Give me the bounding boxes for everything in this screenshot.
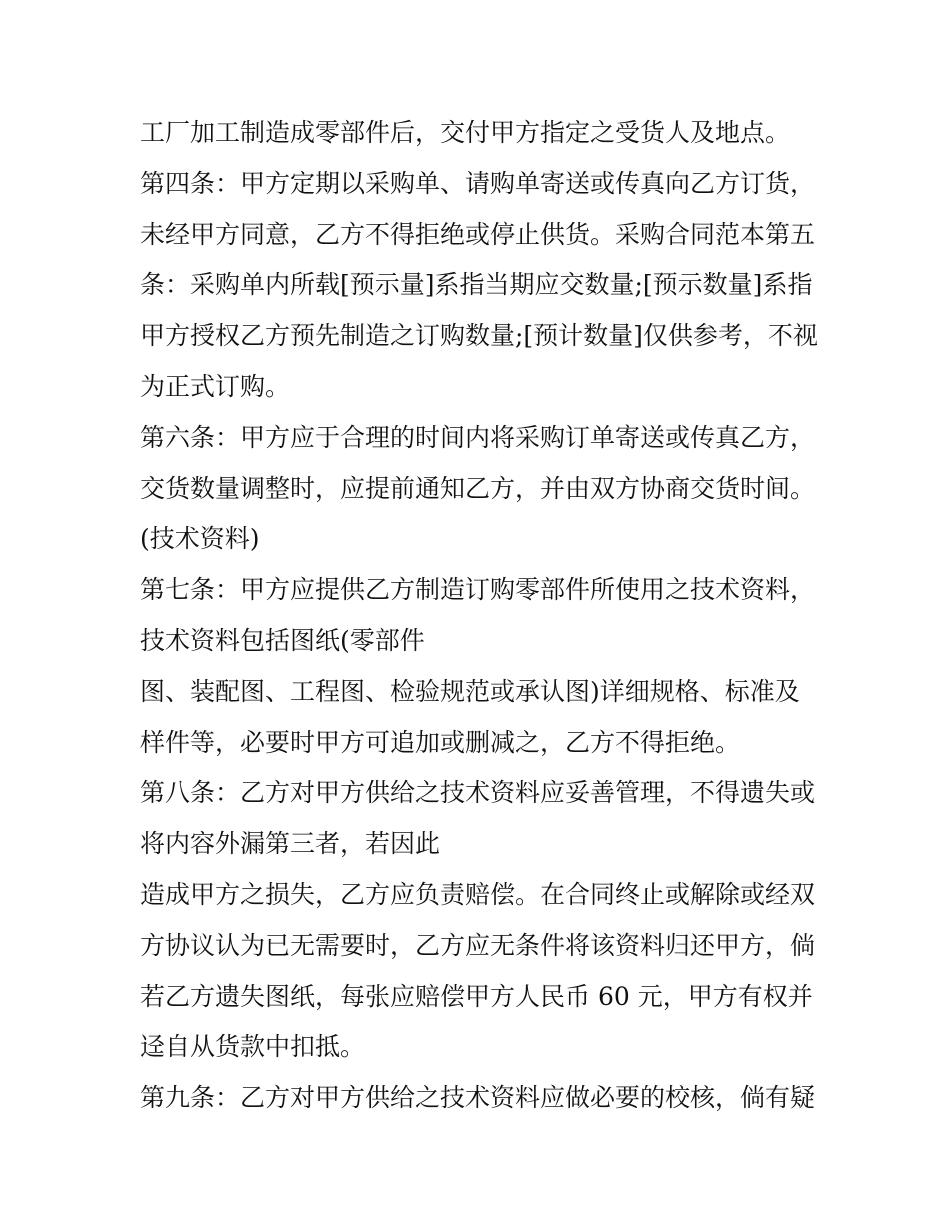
text-line: 工厂加工制造成零部件后，交付甲方指定之受货人及地点。 — [140, 118, 791, 147]
text-line: 技术资料包括图纸(零部件 — [140, 625, 425, 655]
text-line: 交货数量调整时，应提前通知乙方，并由双方协商交货时间。 — [140, 473, 816, 503]
text-line: 未经甲方同意，乙方不得拒绝或停止供货。采购合同范本第五 — [140, 219, 816, 249]
text-line: 为正式订购。 — [140, 371, 291, 401]
text-line: 第四条：甲方定期以采购单、请购单寄送或传真向乙方订货， — [140, 168, 816, 198]
text-line: 造成甲方之损失，乙方应负责赔偿。在合同终止或解除或经双 — [140, 879, 816, 909]
text-line: 图、装配图、工程图、检验规范或承认图)详细规格、标准及 — [140, 676, 800, 706]
text-line: 第六条：甲方应于合理的时间内将采购订单寄送或传真乙方， — [140, 422, 816, 452]
text-line: 样件等，必要时甲方可追加或删减之，乙方不得拒绝。 — [140, 727, 741, 757]
text-line: 第九条：乙方对甲方供给之技术资料应做必要的校核，倘有疑 — [140, 1083, 816, 1113]
text-line: 条：采购单内所载[预示量]系指当期应交数量;[预示数量]系指 — [140, 270, 813, 300]
text-line: 若乙方遗失图纸，每张应赔偿甲方人民币 60 元，甲方有权并 — [140, 981, 813, 1011]
contract-text-body — [140, 108, 830, 1124]
text-line: 将内容外漏第三者，若因此 — [140, 829, 441, 859]
text-line: 第七条：甲方应提供乙方制造订购零部件所使用之技术资料， — [140, 575, 816, 605]
text-line: 迳自从货款中扣抵。 — [140, 1032, 366, 1062]
text-line: (技术资料) — [140, 524, 260, 554]
text-line: 甲方授权乙方预先制造之订购数量;[预计数量]仅供参考，不视 — [140, 321, 818, 351]
text-line: 方协议认为已无需要时，乙方应无条件将该资料归还甲方，倘 — [140, 930, 816, 960]
text-line: 第八条：乙方对甲方供给之技术资料应妥善管理，不得遗失或 — [140, 778, 816, 808]
